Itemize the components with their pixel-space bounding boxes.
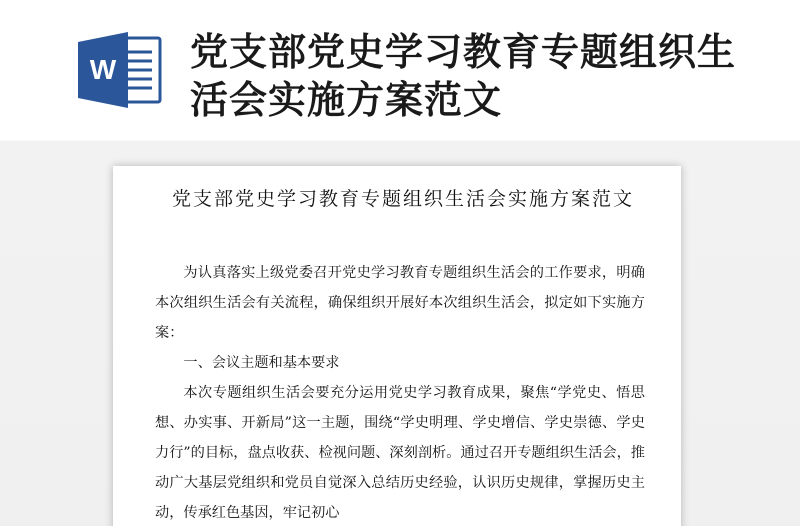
- page-title: 党支部党史学习教育专题组织生活会实施方案范文: [190, 30, 737, 122]
- word-icon-letter: W: [89, 54, 117, 85]
- document-page: [113, 166, 681, 526]
- document-title: 党支部党史学习教育专题组织生活会实施方案范文: [171, 188, 634, 210]
- body-paragraph: 本次专题组织生活会要充分运用党史学习教育成果，聚焦“学党史、悟思想、办实事、开新局”这一主题，围绕“学史明理、学史增信、学史崇德、学史力行”的目标，盘点收获、检视问题、深刻剖析。通过召开专题组织生活会，推动广大基层党组织和党员自觉深入总结历史经验，认识历史规律，掌握历史主动，传承红色基因，牢记初心: [155, 385, 645, 521]
- word-document-icon: [76, 30, 166, 110]
- header: [0, 0, 800, 140]
- document-body: [155, 258, 645, 526]
- section-heading: 一、会议主题和基本要求: [183, 355, 340, 371]
- intro-paragraph: 为认真落实上级党委召开党史学习教育专题组织生活会的工作要求，明确本次组织生活会有关流程，确保组织开展好本次组织生活会，拟定如下实施方案：: [155, 265, 645, 341]
